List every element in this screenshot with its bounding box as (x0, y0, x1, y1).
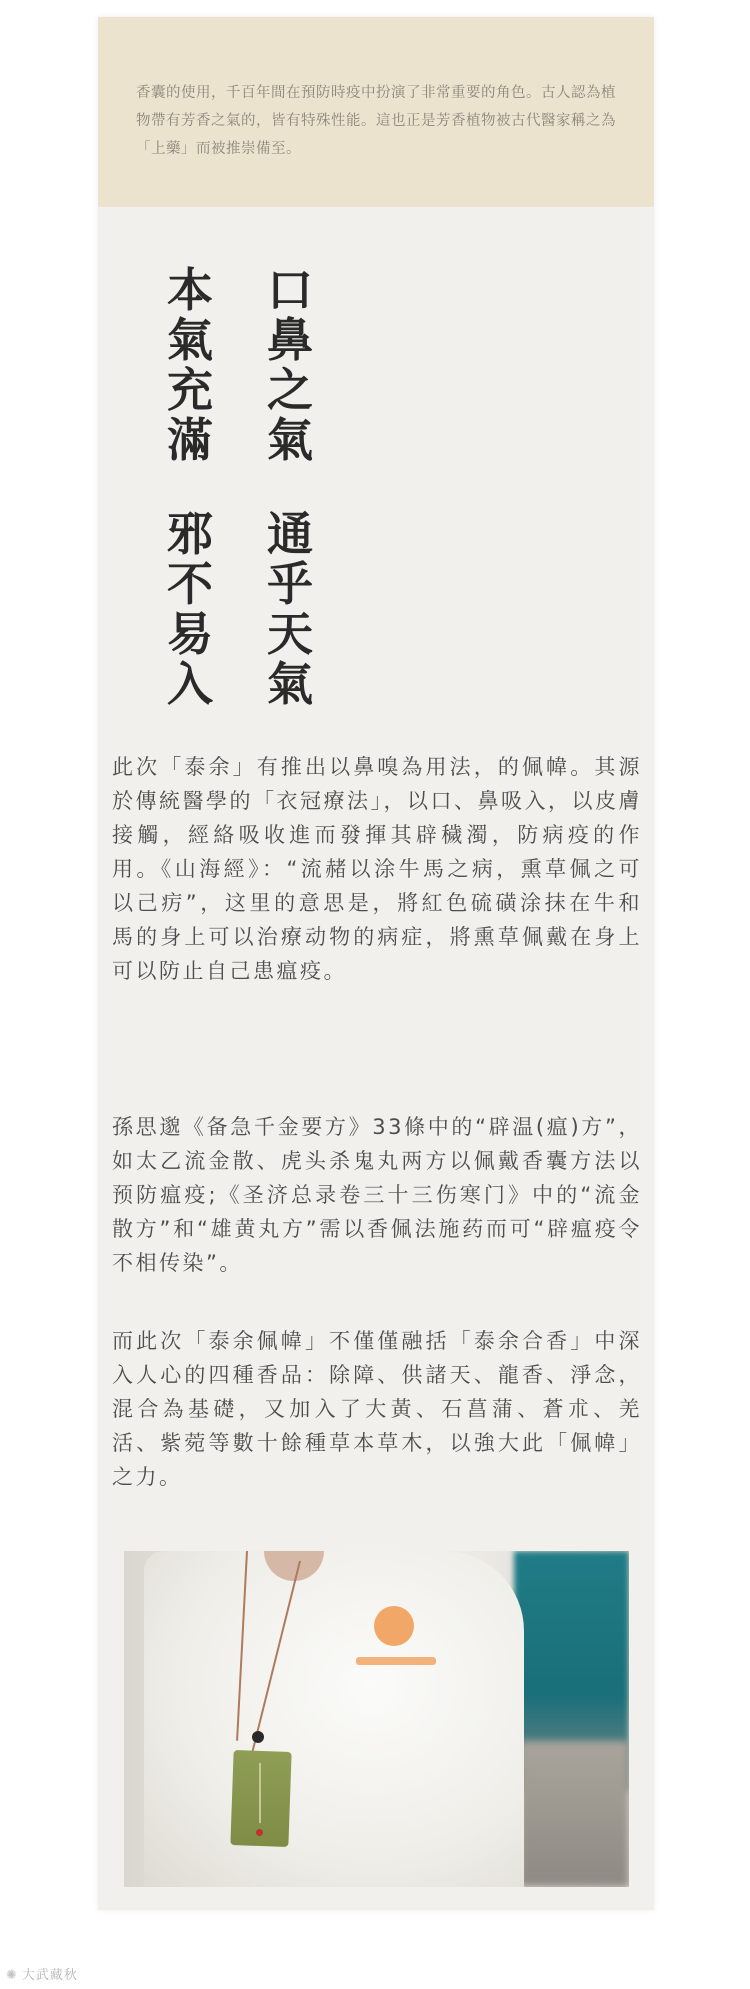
calligraphy-line-1: 口鼻之氣 (267, 263, 313, 467)
paragraph-1: 此次「泰余」有推出以鼻嗅為用法，的佩幃。其源於傳統醫學的「衣冠療法」，以口、鼻吸入，以皮膚接觸，經絡吸收進而發揮其辟穢濁，防病疫的作用。《山海經》：“流赭以涂牛馬之病，熏草佩之可以己疠”，这里的意思是，將紅色硫磺涂抹在牛和馬的身上可以治療动物的病症，將熏草佩戴在身上可以防止自己患瘟疫。 (112, 755, 642, 983)
calligraphy-column-2 (160, 265, 220, 709)
paragraph-3: 而此次「泰余佩幃」不僅僅融括「泰余合香」中深入人心的四種香品：除障、供諸天、龍香、淨念，混合為基礎，又加入了大黃、石菖蒲、蒼朮、羌活、紫菀等數十餘種草本草木，以強大此「佩幃」之力。 (112, 1329, 642, 1489)
calligraphy-line-3: 本氣充滿 (167, 263, 213, 467)
brand-logo-mark (374, 1606, 414, 1646)
intro-banner (98, 17, 654, 207)
white-shirt (144, 1551, 524, 1887)
intro-text: 香囊的使用，千百年間在預防時疫中扮演了非常重要的角色。古人認為植物帶有芳香之氣的，皆有特殊性能。這也正是芳香植物被古代醫家稱之為「上藥」而被推崇備至。 (136, 85, 616, 157)
calligraphy-line-4: 邪不易入 (167, 507, 213, 711)
weibo-icon: ✺ (6, 1968, 18, 1983)
watermark-text: 大武藏秋 (21, 1968, 78, 1983)
calligraphy-line-2: 通乎天氣 (267, 507, 313, 711)
paragraph-2: 孫思邈《备急千金要方》33條中的“辟温(瘟)方”，如太乙流金散、虎头杀鬼丸两方以佩戴香囊方法以预防瘟疫;《圣济总录卷三十三伤寒门》中的“流金散方”和“雄黄丸方”需以香佩法施药而可“辟瘟疫令不相传染”。 (112, 1115, 642, 1275)
sachet-photo (124, 1551, 629, 1887)
calligraphy-column-1 (260, 265, 320, 709)
watermark (6, 1964, 78, 1983)
